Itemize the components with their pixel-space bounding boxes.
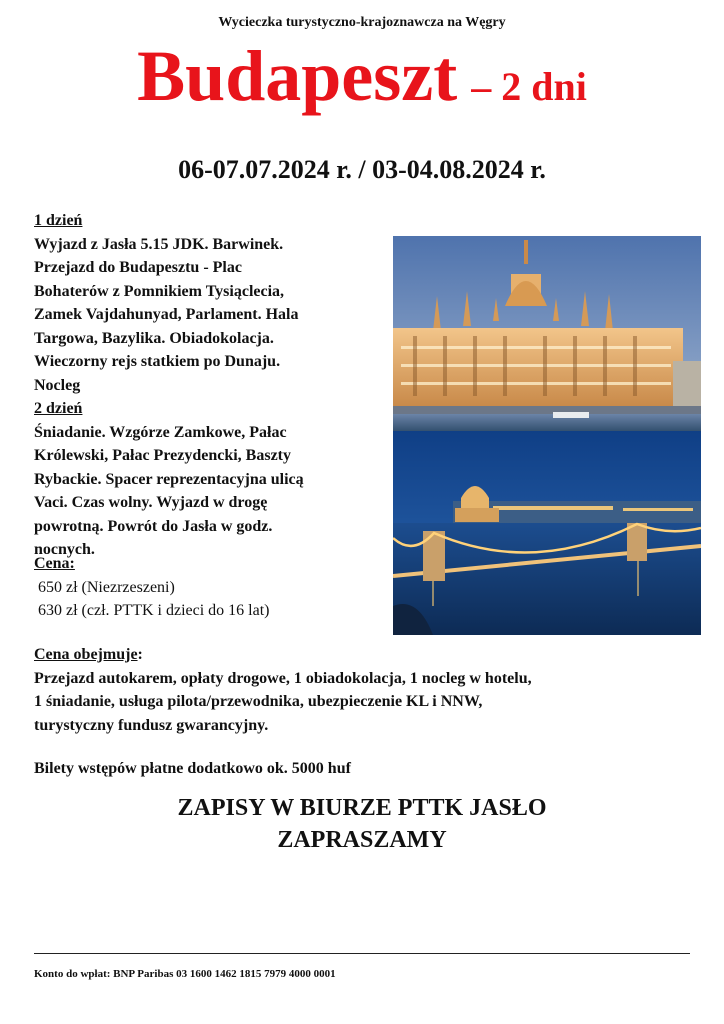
title-city: Budapeszt <box>137 36 458 116</box>
day1-line: Bohaterów z Pomnikiem Tysiąclecia, <box>34 282 285 300</box>
included-label: Cena obejmuje <box>34 646 138 663</box>
price-line: 630 zł (czł. PTTK i dzieci do 16 lat) <box>38 602 270 619</box>
day1-line: Nocleg <box>34 376 81 394</box>
included-line: Przejazd autokarem, opłaty drogowe, 1 obiadokolacja, 1 nocleg w hotelu, <box>34 669 532 687</box>
day2-line: Śniadanie. Wzgórze Zamkowe, Pałac <box>34 423 287 441</box>
day1-line: Przejazd do Budapesztu - Plac <box>34 259 242 276</box>
day1-line: Wyjazd z Jasła 5.15 JDK. Barwinek. <box>34 235 284 253</box>
included-line: turystyczny fundusz gwarancyjny. <box>34 716 269 734</box>
day1-line: Wieczorny rejs statkiem po Dunaju. <box>34 353 281 370</box>
tickets-note: Bilety wstępów płatne dodatkowo ok. 5000 huf <box>34 760 351 777</box>
included-colon: : <box>137 646 143 663</box>
parliament-photo <box>393 236 701 431</box>
flyer-title <box>0 36 724 116</box>
day2-label: 2 dzień <box>34 400 83 417</box>
signup-line: ZAPRASZAMY <box>277 827 447 853</box>
included-section <box>34 643 694 737</box>
flyer-subtitle: Wycieczka turystyczno-krajoznawcza na Węgry <box>218 15 506 30</box>
title-duration: – 2 dni <box>471 64 587 109</box>
day1-line: Zamek Vajdahunyad, Parlament. Hala <box>34 306 299 323</box>
bank-account: Konto do wpłat: BNP Paribas 03 1600 1462 1815 7979 4000 0001 <box>34 968 336 980</box>
day2-line: Vaci. Czas wolny. Wyjazd w drogę <box>34 494 268 511</box>
footer-divider <box>34 953 690 954</box>
chain-bridge-photo <box>393 431 701 635</box>
itinerary <box>34 209 384 562</box>
signup-line: ZAPISY W BIURZE PTTK JASŁO <box>177 795 547 821</box>
signup-callout <box>0 792 724 856</box>
trip-dates: 06-07.07.2024 r. / 03-04.08.2024 r. <box>178 155 546 184</box>
day2-line: Rybackie. Spacer reprezentacyjna ulicą <box>34 470 304 488</box>
day2-line: Królewski, Pałac Prezydencki, Baszty <box>34 447 291 464</box>
price-label: Cena: <box>34 555 75 572</box>
photo-collage <box>393 236 701 635</box>
day1-label: 1 dzień <box>34 212 83 229</box>
day1-line: Targowa, Bazylika. Obiadokolacja. <box>34 329 274 347</box>
price-section <box>34 552 384 623</box>
day2-line: nocnych. <box>34 541 95 558</box>
included-line: 1 śniadanie, usługa pilota/przewodnika, ubezpieczenie KL i NNW, <box>34 693 483 710</box>
day2-line: powrotną. Powrót do Jasła w godz. <box>34 517 273 535</box>
budapest-photos <box>393 236 701 635</box>
price-line: 650 zł (Niezrzeszeni) <box>38 578 175 596</box>
